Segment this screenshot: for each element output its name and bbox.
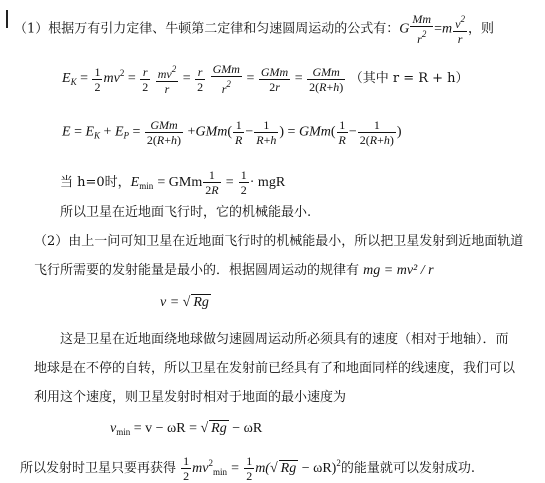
eq-ek-note: （其中 r = R + h） xyxy=(349,71,469,87)
p1-eq: = xyxy=(434,21,442,37)
p1-line xyxy=(14,12,494,46)
p1-lead: （1）根据万有引力定律、牛顿第二定律和匀速圆周运动的公式有： xyxy=(14,21,400,37)
h0-lead: 当 h=0时， xyxy=(60,175,131,190)
eq-vmin: $v_{min} = v - \omega R$ = √ Rg − ωR xyxy=(110,421,263,437)
line-5: 所以卫星在近地面飞行时，它的机械能最小. xyxy=(60,205,312,220)
margin-bar xyxy=(6,10,8,28)
line-6: （2）由上一问可知卫星在近地面飞行时的机械能最小，所以把卫星发射到近地面轨道 xyxy=(34,234,524,249)
p1-tail: ，则 xyxy=(467,21,494,37)
line-11: 利用这个速度，则卫星发射时相对于地面的最小速度为 xyxy=(34,390,347,405)
eq-v: v = √ Rg xyxy=(160,295,209,310)
line-10: 地球是在不停的自转，所以卫星在发射前已经具有了和地面同样的线速度，我们可以 xyxy=(34,361,516,376)
line-9: 这是卫星在近地面绕地球做匀速圆周运动所必须具有的速度（相对于地轴）．而 xyxy=(60,332,509,347)
p1-m: m xyxy=(441,21,453,37)
frac-mm-r2: $\frac{Mm}{r^2}$ xyxy=(412,12,432,46)
frac-v2-r: $\frac{v^2}{r}$ xyxy=(455,14,465,46)
eq-ek: $E_K$ = $\frac{1}{2}$ $mv^2$ = $\frac{r}{2}$ $\frac{mv^2}{r}$ = $\frac{r}{2}$ $\frac{\text{GMm}}{r^2}$ = $\frac{\text{GMm}}{2r}$ = $\frac{\text{GMm}}{2(R+h)}$ （其中 r = R + h） xyxy=(62,62,469,96)
line-7: 飞行所需要的发射能量是最小的．根据圆周运动的规律有 mg = mv² / r xyxy=(34,263,434,278)
p1-g: G xyxy=(399,21,410,37)
line-13: 所以发射时卫星只要再获得 $\frac{1}{2}$ $mv^2_{min}$ = $\frac{1}{2}$ m(√ Rg − ωR)$^2$的能量就可以发射成功. xyxy=(20,454,475,483)
h0-line: 当 h=0时，$E_{min}$ = GMm $\frac{1}{2R}$ = $\frac{1}{2}$ · mgR xyxy=(60,168,286,197)
eq-e-total: $E = E_K + E_P$ = $\frac{\text{GMm}}{2(R+h)}$ +GMm( $\frac{1}{R}$ − $\frac{1}{R+h}$ ) = GMm( $\frac{1}{R}$ − $\frac{1}{2(R+h)}$ ) xyxy=(62,118,402,147)
